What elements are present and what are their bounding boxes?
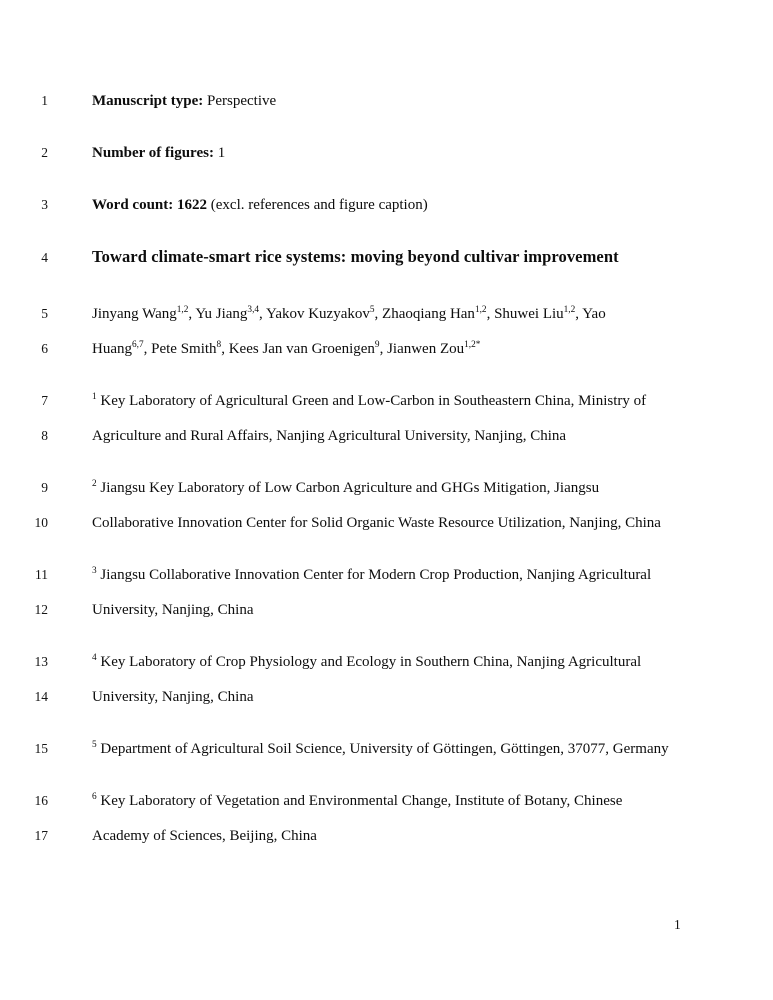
affiliation-superscript: 1,2 <box>474 305 487 315</box>
paragraph-meta <box>0 83 773 118</box>
line-number: 15 <box>34 741 48 756</box>
line-number: 11 <box>35 567 48 582</box>
line-text: $^6$ Key Laboratory of Vegetation and Environmental Change, Institute of Botany, Chinese <box>92 792 623 809</box>
line-number: 10 <box>34 515 48 530</box>
affiliation-superscript: 4 <box>92 653 97 663</box>
page-number: 1 <box>674 917 681 932</box>
line-number: 13 <box>34 654 48 669</box>
line-text: $^1$ Key Laboratory of Agricultural Green and Low-Carbon in Southeastern China, Ministry of <box>92 392 647 409</box>
line-number: 17 <box>34 828 48 843</box>
manuscript-line <box>0 296 773 331</box>
affiliation-superscript: 3 <box>92 566 97 576</box>
affiliation-superscript: 2 <box>92 479 97 489</box>
manuscript-line <box>0 783 773 818</box>
affiliation-superscript: 5 <box>92 740 97 750</box>
manuscript-line <box>0 470 773 505</box>
affiliation-superscript: 3,4 <box>247 305 260 315</box>
affiliation-superscript: 9 <box>374 340 380 350</box>
line-number: 6 <box>41 341 48 356</box>
bold-label: Number of figures: <box>92 145 214 161</box>
paragraph-affiliation <box>0 644 773 714</box>
paragraph-affiliation <box>0 557 773 627</box>
paragraph-meta <box>0 187 773 222</box>
line-text: $^2$ Jiangsu Key Laboratory of Low Carbon Agriculture and GHGs Mitigation, Jiangsu <box>92 479 600 496</box>
bold-label: Manuscript type: <box>92 93 204 109</box>
paragraph-title <box>0 239 773 274</box>
line-text: $^5$ Department of Agricultural Soil Science, University of Göttingen, Göttingen, 37077, Germany <box>92 740 669 757</box>
manuscript-line <box>0 239 773 274</box>
affiliation-superscript: 1,2 <box>176 305 189 315</box>
affiliation-superscript: 8 <box>216 340 222 350</box>
line-text: Academy of Sciences, Beijing, China <box>92 828 317 844</box>
manuscript-line <box>0 418 773 453</box>
line-text: University, Nanjing, China <box>92 602 254 618</box>
line-number: 8 <box>41 428 48 443</box>
manuscript-line <box>0 731 773 766</box>
manuscript-line <box>0 557 773 592</box>
line-text: $^4$ Key Laboratory of Crop Physiology and Ecology in Southern China, Nanjing Agricultural <box>92 653 642 670</box>
affiliation-superscript: 1,2* <box>464 340 481 350</box>
affiliation-superscript: 6 <box>92 792 97 802</box>
paragraph-meta <box>0 135 773 170</box>
affiliation-superscript: 1 <box>92 392 97 402</box>
line-number: 3 <box>41 197 48 212</box>
line-number: 16 <box>34 793 48 808</box>
paragraph-affiliation <box>0 783 773 853</box>
paper-title: Toward climate-smart rice systems: moving beyond cultivar improvement <box>92 247 619 266</box>
manuscript-line <box>0 592 773 627</box>
manuscript-line <box>0 187 773 222</box>
line-text: Jinyang Wang$^{1,2}$, Yu Jiang$^{3,4}$, Yakov Kuzyakov$^5$, Zhaoqiang Han$^{1,2}$, Shuwei Liu$^{1,2}$, Yao <box>92 305 606 322</box>
manuscript-line <box>0 818 773 853</box>
paragraph-affiliation <box>0 470 773 540</box>
manuscript-line <box>0 679 773 714</box>
line-number: 4 <box>41 250 48 265</box>
line-number: 2 <box>41 145 48 160</box>
affiliation-superscript: 6,7 <box>132 340 144 350</box>
bold-label: Word count: 1622 <box>92 197 208 213</box>
affiliation-superscript: 5 <box>369 305 375 315</box>
line-text: Agriculture and Rural Affairs, Nanjing Agricultural University, Nanjing, China <box>92 428 567 444</box>
line-text: Number of figures: 1 <box>92 145 226 161</box>
line-text: University, Nanjing, China <box>92 689 254 705</box>
manuscript-line <box>0 83 773 118</box>
line-number: 7 <box>41 393 48 408</box>
manuscript-line <box>0 331 773 366</box>
line-number: 9 <box>41 480 48 495</box>
line-text: Manuscript type: Perspective <box>92 93 277 109</box>
line-number: 12 <box>34 602 48 617</box>
paragraph-affiliation <box>0 731 773 766</box>
line-text: Word count: 1622 (excl. references and figure caption) <box>92 197 428 213</box>
manuscript-line <box>0 135 773 170</box>
affiliation-superscript: 1,2 <box>563 305 576 315</box>
paragraph-affiliation <box>0 383 773 453</box>
line-text: Collaborative Innovation Center for Solid Organic Waste Resource Utilization, Nanjing, China <box>92 515 661 531</box>
line-number: 1 <box>41 93 48 108</box>
line-number: 5 <box>41 306 48 321</box>
paragraph-authors <box>0 296 773 366</box>
line-text: Huang$^{6,7}$, Pete Smith$^8$, Kees Jan van Groenigen$^9$, Jianwen Zou$^{1,2*}$ <box>92 340 481 357</box>
manuscript-line <box>0 383 773 418</box>
line-number: 14 <box>34 689 48 704</box>
line-text: $^3$ Jiangsu Collaborative Innovation Center for Modern Crop Production, Nanjing Agricultural <box>92 566 652 583</box>
manuscript-line <box>0 644 773 679</box>
manuscript-line <box>0 505 773 540</box>
